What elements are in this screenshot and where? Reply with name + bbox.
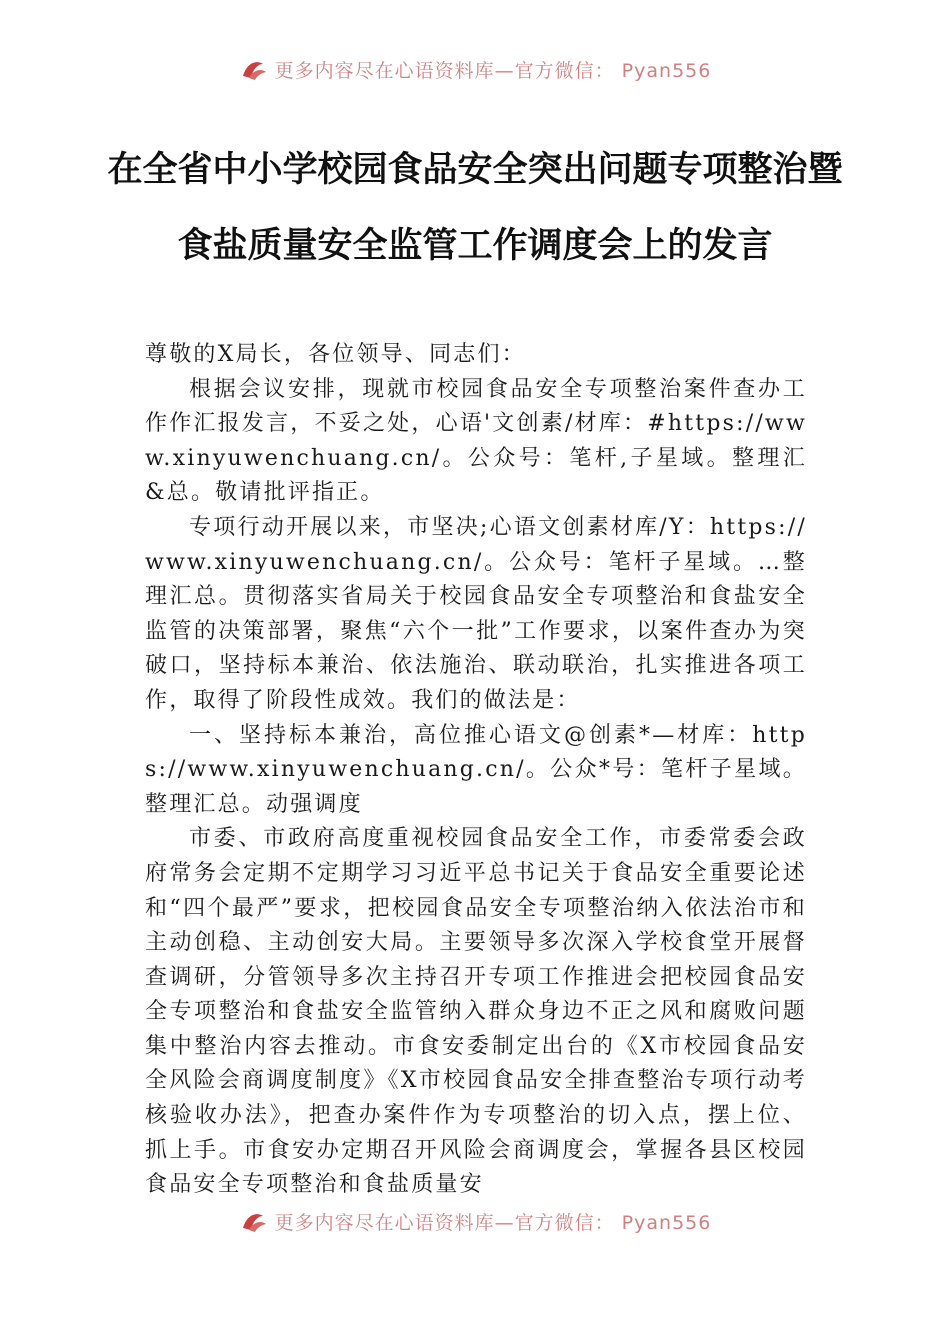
section-heading-paragraph: 一、坚持标本兼治，高位推心语文@创素*—材库：https://www.xinyuwenchuang.cn/。公众*号：笔杆子星域。整理汇总。动强调度: [145, 722, 807, 817]
body-paragraph: 专项行动开展以来，市坚决;心语文创素材库/Y：https://www.xinyuwenchuang.cn/。公众号：笔杆子星域。…整理汇总。贯彻落实省局关于校园食品安全专项整治和食盐安全监管的决策部署，聚焦“六个一批”工作要求，以案件查办为突破口，坚持标本兼治、依法施治、联动联治，扎实推进各项工作，取得了阶段性成效。我们的做法是：: [145, 514, 807, 713]
document-body: [145, 338, 807, 1203]
document-title: 在全省中小学校园食品安全突出问题专项整治暨食盐质量安全监管工作调度会上的发言: [107, 149, 843, 266]
brand-logo-icon: [239, 56, 269, 82]
watermark-banner-top: [0, 54, 950, 84]
salutation-paragraph: 尊敬的X局长，各位领导、同志们：: [145, 342, 526, 367]
watermark-text: 更多内容尽在心语资料库—官方微信： Pyan556: [274, 59, 712, 82]
body-paragraph: 市委、市政府高度重视校园食品安全工作，市委常委会政府常务会定期不定期学习习近平总书记关于食品安全重要论述和“四个最严”要求，把校园食品安全专项整治纳入依法治市和主动创稳、主动创安大局。主要领导多次深入学校食堂开展督查调研，分管领导多次主持召开专项工作推进会把校园食品安全专项整治和食盐安全监管纳入群众身边不正之风和腐败问题集中整治内容去推动。市食安委制定出台的《X市校园食品安全风险会商调度制度》《X市校园食品安全排查整治专项行动考核验收办法》，把查办案件作为专项整治的切入点，摆上位、抓上手。市食安办定期召开风险会商调度会，掌握各县区校园食品安全专项整治和食盐质量安: [145, 826, 807, 1198]
body-paragraph: 根据会议安排，现就市校园食品安全专项整治案件查办工作作汇报发言，不妥之处，心语'文创素/材库：#https://www.xinyuwenchuang.cn/。公众号：笔杆,子星域。整理汇&总。敬请批评指正。: [145, 376, 807, 506]
brand-logo-icon: [239, 1208, 269, 1234]
watermark-text: 更多内容尽在心语资料库—官方微信： Pyan556: [274, 1211, 712, 1234]
watermark-banner-bottom: [0, 1206, 950, 1236]
